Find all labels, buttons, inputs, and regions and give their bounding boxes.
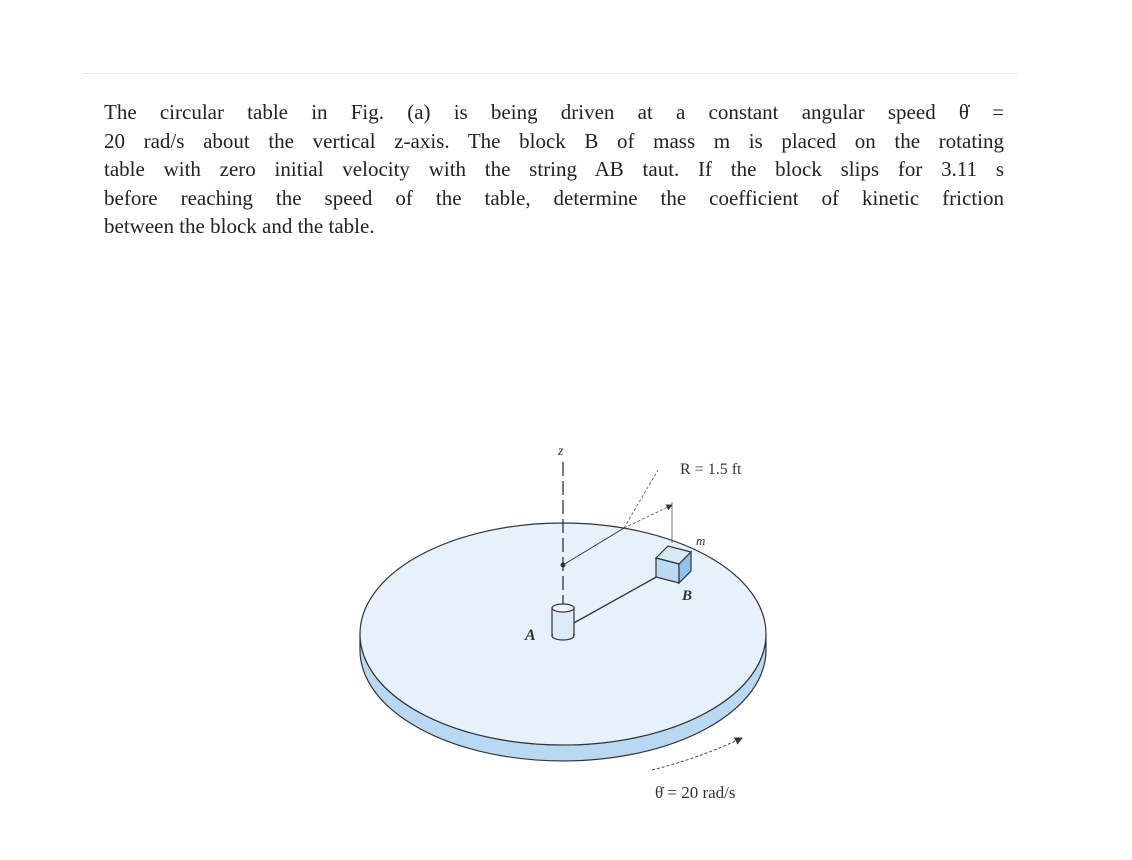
- problem-line: table with zero initial velocity with the string AB taut. If the block slips for 3.11 s: [104, 157, 1004, 181]
- z-label: z: [558, 444, 564, 459]
- post-label: A: [525, 627, 536, 644]
- problem-line: before reaching the speed of the table, determine the coefficient of kinetic friction: [104, 185, 1004, 210]
- radius-arrow: [624, 505, 672, 528]
- angular-speed-label: θ̇ = 20 rad/s: [655, 783, 736, 802]
- problem-line: 20 rad/s about the vertical z-axis. The block B of mass m is placed on the rotating: [104, 128, 1004, 153]
- post-a: [552, 604, 574, 640]
- problem-line: The circular table in Fig. (a) is being driven at a constant angular speed θ̇ =: [104, 100, 1004, 124]
- block-label: B: [682, 588, 693, 604]
- problem-line: between the block and the table.: [104, 214, 375, 238]
- radius-label: R = 1.5 ft: [680, 461, 742, 478]
- radius-leader: [624, 470, 658, 528]
- mass-label: m: [696, 533, 706, 548]
